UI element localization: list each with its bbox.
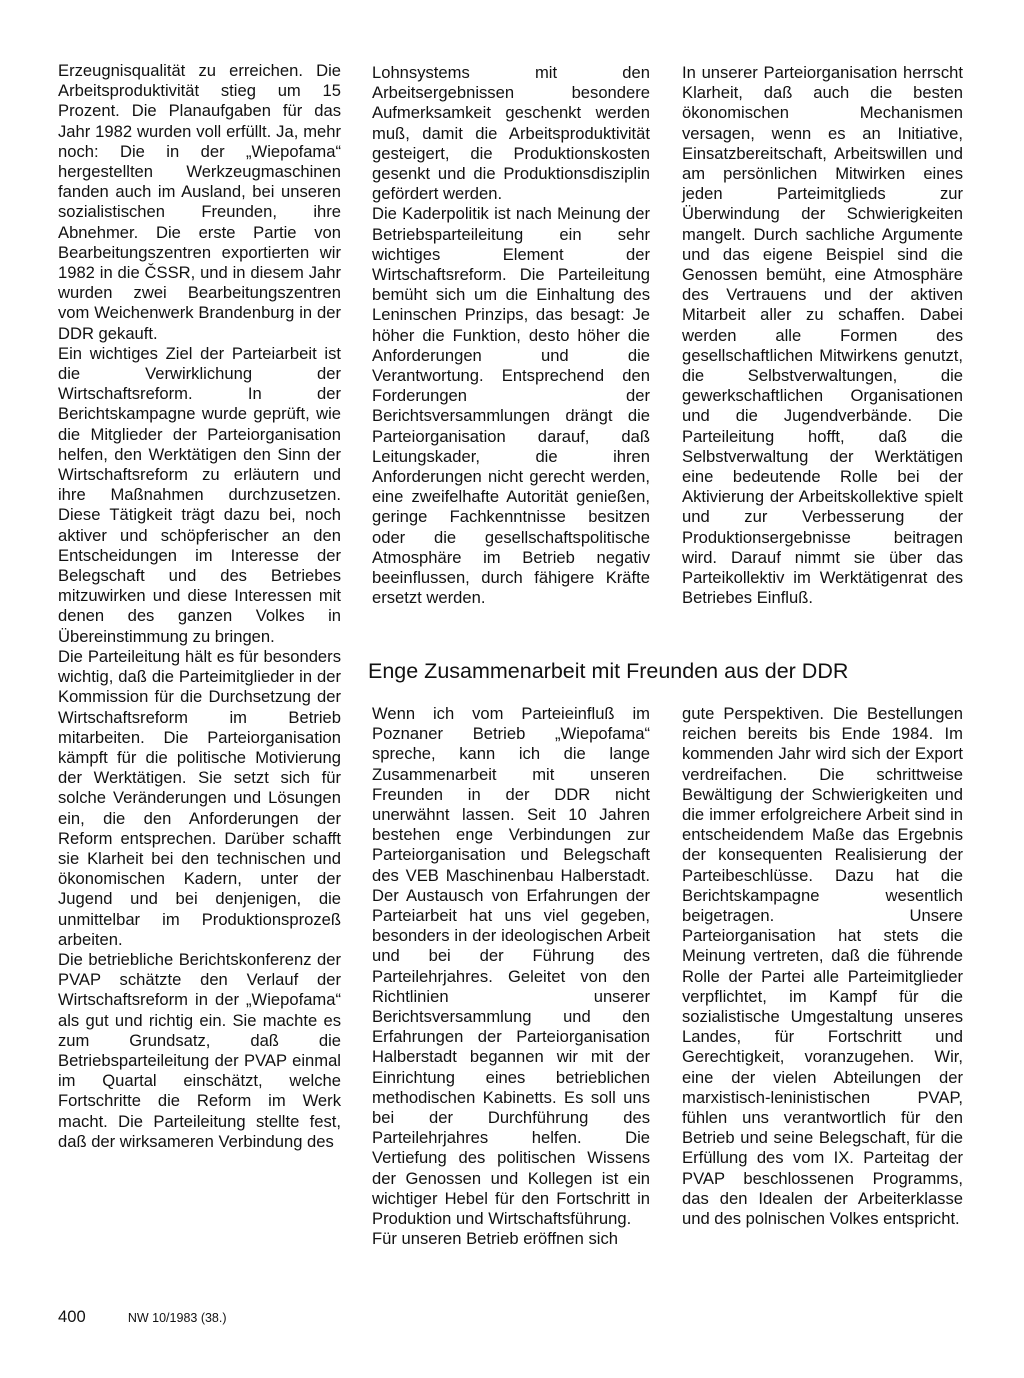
page-number: 400 <box>58 1307 86 1326</box>
paragraph: Die betriebliche Berichtskonferenz der PVAP schätzte den Verlauf der Wirtschaftsreform in der „Wiepofama“ als gut und richtig ein. Sie machte es zum Grundsatz, daß die Betriebsparteileitung der PVAP einmal im Quartal einschätzt, welche Fortschritte die Reform im Werk macht. Die Parteileitung stellte fest, daß der wirksameren Verbindung des <box>58 949 341 1151</box>
text-column-2 <box>372 63 650 608</box>
paragraph: Lohnsystems mit den Arbeitsergebnissen besondere Aufmerksamkeit geschenkt werden muß, damit die Arbeitsproduktivität gesteigert, die Produktionskosten gesenkt und die Produktionsdisziplin gefördert werden. <box>372 63 650 204</box>
publication-reference: NW 10/1983 (38.) <box>127 1311 227 1325</box>
section-heading: Enge Zusammenarbeit mit Freunden aus der DDR <box>368 659 849 683</box>
paragraph: In unserer Parteiorganisation herrscht Klarheit, daß auch die besten ökonomischen Mechanismen versagen, wenn es an Initiative, Einsatzbereitschaft, Arbeitswillen und am persönlichen Mitwirken eines jeden Parteimitglieds zur Überwindung der Schwierigkeiten mangelt. Durch sachliche Argumente und das eigene Beispiel sind die Genossen bemüht, eine Atmosphäre des Vertrauens und der aktiven Mitarbeit aller zu schaffen. Dabei werden alle Formen des gesellschaftlichen Mitwirkens genutzt, die Selbstverwaltungen, die gewerkschaftlichen Organisationen und die Jugendverbände. Die Parteileitung hofft, daß die Selbstverwaltung der Werktätigen eine bedeutende Rolle bei der Aktivierung der Arbeitskollektive spielt und zur Verbesserung der Produktionsergebnisse beitragen wird. Darauf nimmt sie über das Parteikollektiv im Werktätigenrat des Betriebes Einfluß. <box>682 63 963 608</box>
paragraph: Wenn ich vom Parteieinfluß im Poznaner Betrieb „Wiepofama“ spreche, kann ich die lange Zusammenarbeit mit unseren Freunden in der DDR nicht unerwähnt lassen. Seit 10 Jahren bestehen enge Verbindungen zur Parteiorganisation und Belegschaft des VEB Maschinenbau Halberstadt. Der Austausch von Erfahrungen der Parteiarbeit hat uns viel gegeben, besonders in der ideologischen Arbeit und bei der Führung des Parteilehrjahres. Geleitet von den Richtlinien unserer Berichtsversammlung und den Erfahrungen der Parteiorganisation Halberstadt begannen wir mit der Einrichtung eines betrieblichen methodischen Kabinetts. Es soll uns bei der Durchführung des Parteilehrjahres helfen. Die Vertiefung des politischen Wissens der Genossen und Kollegen ist ein wichtiger Hebel für den Fortschritt in Produktion und Wirtschaftsführung. <box>372 704 650 1229</box>
paragraph: gute Perspektiven. Die Bestellungen reichen bereits bis Ende 1984. Im kommenden Jahr wird sich der Export verdreifachen. Die schrittweise Bewältigung der Schwierigkeiten und die immer erfolgreichere Arbeit sind in entscheidendem Maße das Ergebnis der konsequenten Realisierung der Parteibeschlüsse. Dazu hat die Berichtskampagne wesentlich beigetragen. Unsere Parteiorganisation hat stets die Meinung vertreten, daß die führende Rolle der Partei alle Parteimitglieder verpflichtet, im Kampf für die sozialistische Umgestaltung unseres Landes, für Fortschritt und Gerechtigkeit, voranzugehen. Wir, eine der vielen Abteilungen der marxistisch-leninistischen PVAP, fühlen uns verantwortlich für den Betrieb und seine Belegschaft, für die Erfüllung des vom IX. Parteitag der PVAP beschlossenen Programms, das den Idealen der Arbeiterklasse und des polnischen Volkes entspricht. <box>682 704 963 1229</box>
paragraph: Für unseren Betrieb eröffnen sich <box>372 1229 618 1249</box>
text-column-1 <box>58 61 341 1152</box>
text-column-5 <box>682 704 963 1229</box>
page-footer <box>58 1308 227 1327</box>
text-column-4 <box>372 704 650 1249</box>
paragraph: Ein wichtiges Ziel der Parteiarbeit ist die Verwirklichung der Wirtschaftsreform. In der Berichtskampagne wurde geprüft, wie die Mitglieder der Parteiorganisation helfen, den Werktätigen den Sinn der Wirtschaftsreform zu erläutern und ihre Maßnahmen durchzusetzen. Diese Tätigkeit trägt dazu bei, noch aktiver und schöpferischer an den Entscheidungen im Interesse der Belegschaft und des Betriebes mitzuwirken und diese Interessen mit denen des ganzen Volkes in Übereinstimmung zu bringen. <box>58 343 341 646</box>
text-column-3 <box>682 63 963 608</box>
paragraph: Die Kaderpolitik ist nach Meinung der Betriebsparteileitung ein sehr wichtiges Element der Wirtschaftsreform. Die Parteileitung bemüht sich um die Einhaltung des Leninschen Prinzips, das besagt: Je höher die Funktion, desto höher die Anforderungen und die Verantwortung. Entsprechend den Forderungen der Berichtsversammlungen drängt die Parteiorganisation darauf, daß Leitungskader, die ihren Anforderungen nicht gerecht werden, eine zweifelhafte Autorität genießen, geringe Fachkenntnisse besitzen oder die gesellschaftspolitische Atmosphäre im Betrieb negativ beeinflussen, durch fähigere Kräfte ersetzt werden. <box>372 204 650 608</box>
paragraph: Erzeugnisqualität zu erreichen. Die Arbeitsproduktivität stieg um 15 Prozent. Die Planaufgaben für das Jahr 1982 wurden voll erfüllt. Ja, mehr noch: Die in der „Wiepofama“ hergestellten Werkzeugmaschinen fanden auch im Ausland, bei unseren sozialistischen Freunden, ihre Abnehmer. Die erste Partie von Bearbeitungszentren exportierten wir 1982 in die ČSSR, und in diesem Jahr wurden zwei Bearbeitungszentren vom Weichenwerk Brandenburg in der DDR gekauft. <box>58 61 341 343</box>
paragraph: Die Parteileitung hält es für besonders wichtig, daß die Parteimitglieder in der Kommission für die Durchsetzung der Wirtschaftsreform im Betrieb mitarbeiten. Die Parteiorganisation kämpft für die politische Motivierung der Werktätigen. Sie setzt sich für solche Veränderungen und Lösungen ein, die den Anforderungen der Reform entsprechen. Darüber schafft sie Klarheit bei den technischen und ökonomischen Kadern, unter der Jugend und bei denjenigen, die unmittelbar im Produktionsprozeß arbeiten. <box>58 646 341 949</box>
